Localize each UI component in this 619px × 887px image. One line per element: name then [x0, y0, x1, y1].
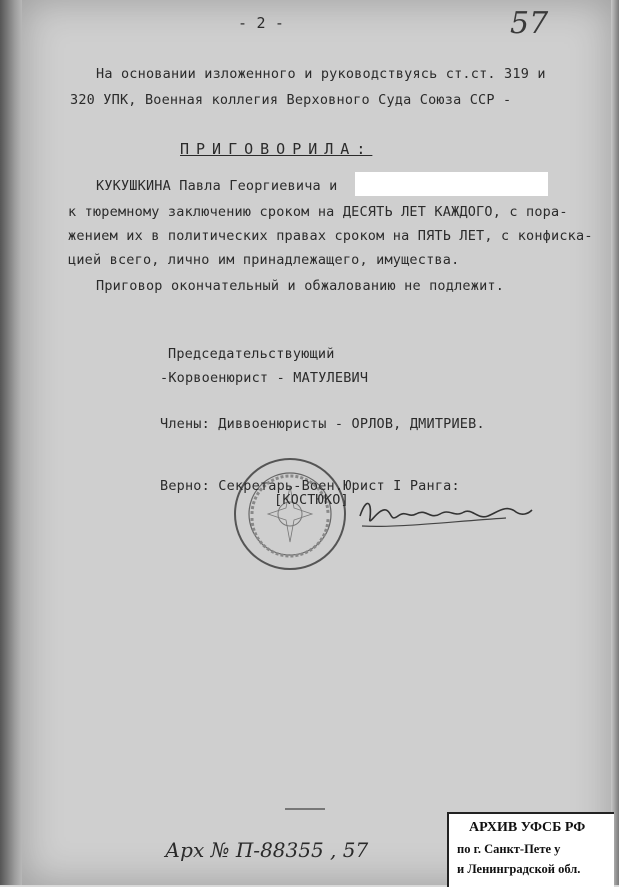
page-number: - 2 -: [238, 14, 285, 32]
paragraph1-line2: 320 УПК, Военная коллегия Верховного Суда Союза ССР -: [70, 92, 512, 108]
round-seal: [232, 456, 348, 572]
verdict-line1: КУКУШКИНА Павла Георгиевича и: [96, 178, 338, 194]
scan-right-edge: [611, 0, 619, 885]
handwritten-signature: [356, 494, 536, 534]
certified-line: Верно: Секретарь-Воен.Юрист I Ранга:: [160, 478, 460, 494]
verdict-line4: цией всего, лично им принадлежащего, имущества.: [68, 252, 460, 268]
secretary-name: [КОСТЮКО]: [274, 492, 349, 508]
handwritten-sheet-number: 57: [510, 6, 549, 41]
archive-stamp-line2: по г. Санкт-Пете у: [457, 842, 561, 856]
redaction-box: [355, 172, 548, 196]
verdict-line3: жением их в политических правах сроком на ПЯТЬ ЛЕТ, с конфиска-: [68, 228, 593, 244]
verdict-line2: к тюремному заключению сроком на ДЕСЯТЬ ЛЕТ КАЖДОГО, с пора-: [68, 204, 568, 220]
archive-stamp-line1: АРХИВ УФСБ РФ: [469, 820, 586, 835]
archive-stamp: [447, 812, 614, 887]
verdict-heading: ПРИГОВОРИЛА:: [180, 140, 373, 158]
bottom-handwritten-reference: Арх № П-88355 , 57: [165, 838, 369, 862]
presiding-line: -Корвоенюрист - МАТУЛЕВИЧ: [160, 370, 369, 386]
document-page: [22, 0, 612, 885]
paragraph1-line1: На основании изложенного и руководствуясь ст.ст. 319 и: [96, 66, 546, 82]
presiding-label: Председательствующий: [168, 346, 335, 362]
pencil-mark: [285, 808, 325, 810]
verdict-line5: Приговор окончательный и обжалованию не подлежит.: [96, 278, 505, 294]
members-line: Члены: Диввоенюристы - ОРЛОВ, ДМИТРИЕВ.: [160, 416, 485, 432]
archive-stamp-line3: и Ленинградской обл.: [457, 862, 581, 876]
